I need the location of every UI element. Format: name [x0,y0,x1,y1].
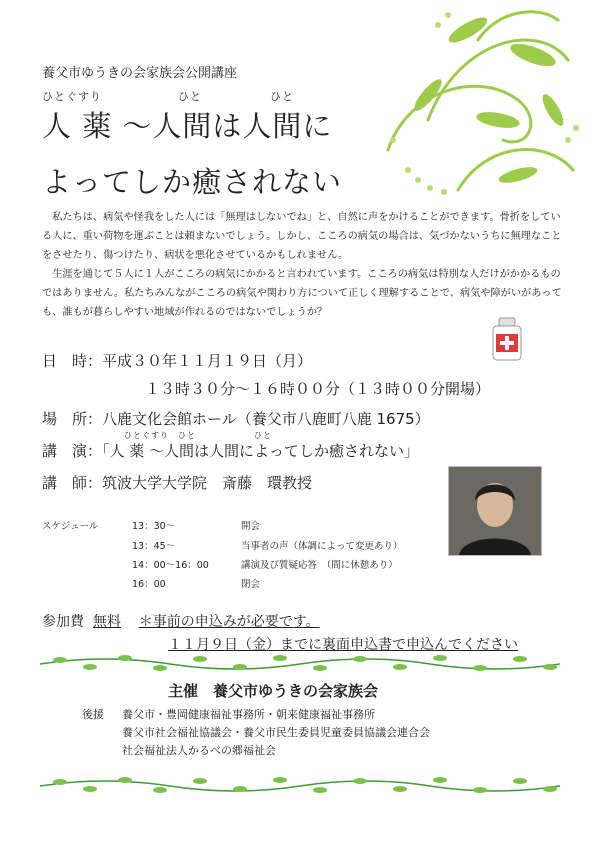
speaker-photo [448,466,542,556]
title-line-2: よってしか癒されない [42,165,343,199]
place-row [42,408,430,429]
intro-paragraph-1: 私たちは、病気や怪我をした人には「無理はしないでね」と、自然に声をかけることができます。骨折をしている人に、重い荷物を運ぶことは頼まないでしょう。しかし、こころの病気の場合は、気づかないうちに無理なことをさせたり、傷つけたり、病状を悪化させているかもしれません。 [42,212,562,261]
date-row [42,350,312,371]
lecture-ruby-3: ひと [254,431,272,440]
place-label: 場 所： [42,410,103,428]
intro-text [42,208,570,322]
speaker-label: 講 師： [42,474,103,492]
fee-label: 参加費 [42,614,84,630]
schedule-desc: 閉会 [241,579,261,590]
title-ruby-3: ひと [270,90,294,103]
schedule-desc: 講演及び質疑応答 （間に休憩あり） [241,560,398,571]
title-ruby-1: ひとぐすり [42,90,102,103]
medicine-bottle-icon [490,316,524,362]
support-line-2: 養父市社会福祉協議会・養父市民生委員児童委員協議会連合会 [122,726,430,739]
schedule-time: 14：00〜16：00 [132,560,209,571]
support-line-3: 社会福祉法人かるべの郷福祉会 [122,744,276,757]
schedule-desc: 開会 [241,521,261,532]
support-label: 後援 [82,708,104,721]
sponsor-heading: 主催 養父市ゆうきの会家族会 [168,682,379,700]
speaker-value: 筑波大学大学院 斎藤 環教授 [102,474,313,492]
date-label: 日 時： [42,352,103,370]
intro-paragraph-2: 生涯を通じて５人に１人がこころの病気にかかると言われています。こころの病気は特別な人だけがかかるものではありません。私たちみんながこころの病気や関わり方について正しく理解することで、病気や障がいがあっても、誰もが暮らしやすい地域が作れるのではないでしょうか？ [42,269,562,318]
lecture-value: 「人 薬 〜人間は人間によってしか癒されない」 [102,442,420,460]
schedule-time: 13：30〜 [132,521,176,532]
swirl-decoration [368,0,588,205]
support-line-1: 養父市・豊岡健康福祉事務所・朝来健康福祉事務所 [122,708,375,721]
schedule-label: スケジュール [42,521,99,532]
fee-value: 無料 [92,614,121,630]
lecture-row [42,440,419,461]
organizer-heading: 養父市ゆうきの会家族会公開講座 [42,66,238,81]
title-line-1: 人 薬 〜人間は人間に [42,109,333,143]
lecture-label: 講 演： [42,442,103,460]
fee-row [42,611,320,631]
time-value: １３時３０分〜１６時００分（１３時００分開場） [145,380,491,398]
vine-divider-top [40,652,560,674]
vine-divider-bottom [40,774,560,796]
fee-note: ＊事前の申込みが必要です。 [138,614,320,630]
place-value: 八鹿文化会館ホール（養父市八鹿町八鹿 1675） [102,410,430,428]
lecture-ruby-1: ひとぐすり [124,431,169,440]
schedule-time: 13：45〜 [132,541,176,552]
title-ruby-2: ひと [178,90,202,103]
schedule-time: 16：00 [132,579,166,590]
speaker-row [42,472,312,493]
fee-deadline: １１月９日（金）までに裏面申込書で申込んでください [168,637,518,653]
lecture-ruby-2: ひと [178,431,196,440]
schedule-desc: 当事者の声（体調によって変更あり） [241,541,403,552]
date-value: 平成３０年１１月１９日（月） [102,352,313,370]
